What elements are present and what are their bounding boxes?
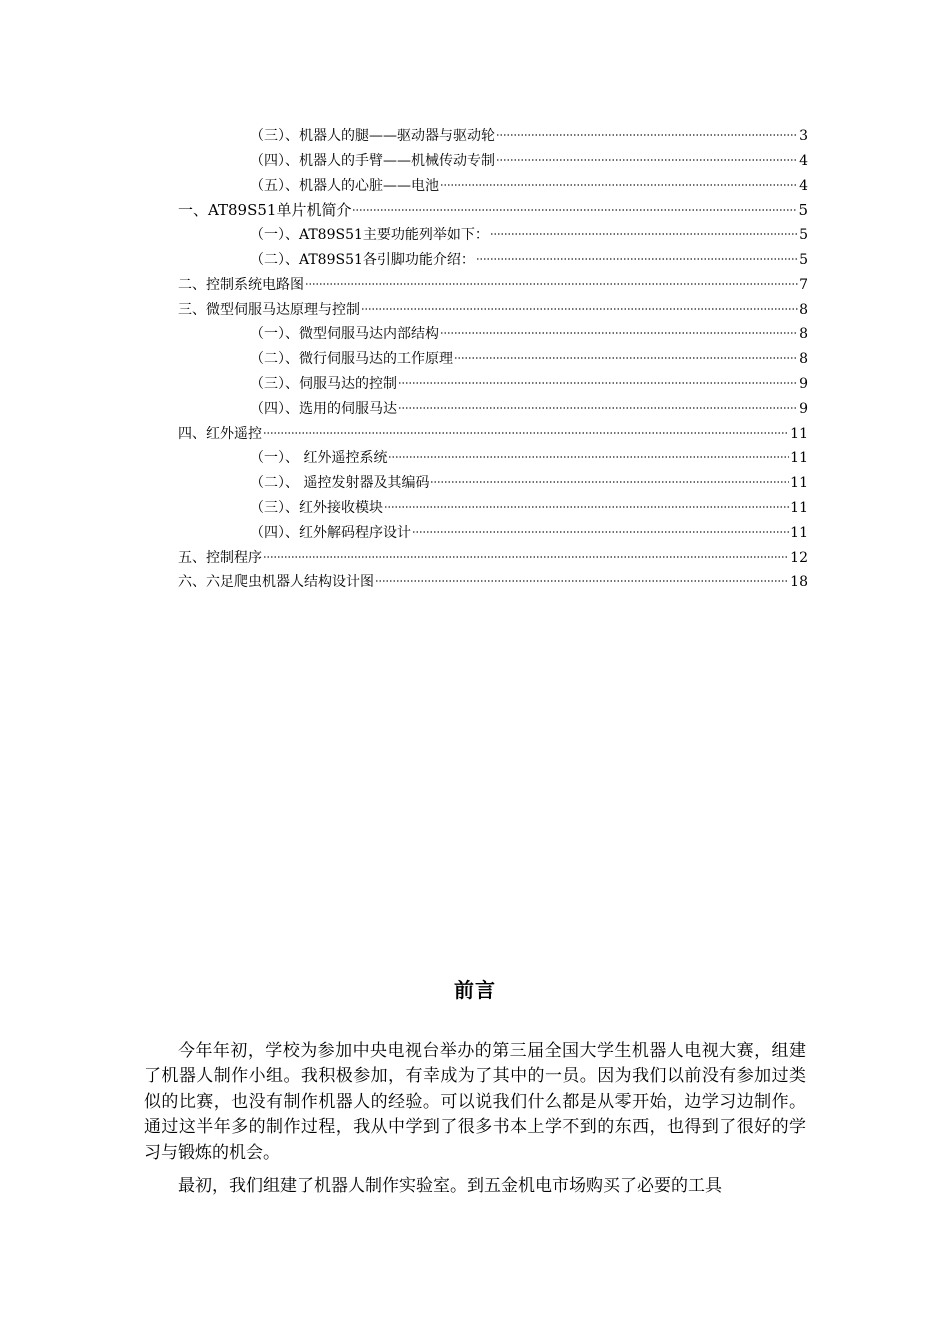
preface-title: 前言 — [454, 978, 496, 1002]
toc-entry-label: （一）、AT89S51主要功能列举如下： — [250, 227, 489, 244]
preface-paragraph-1: 今年年初，学校为参加中央电视台举办的第三届全国大学生机器人电视大赛，组建了机器人制作小组。我积极参加，有幸成为了其中的一员。因为我们以前没有参加过类似的比赛，也没有制作机器人的经验。可以说我们什么都是从零开始，边学习边制作。通过这半年多的制作过程，我从中学到了很多书本上学不到的东西，也得到了很好的学习与锻炼的机会。 — [144, 1041, 806, 1163]
toc-entry[interactable] — [178, 273, 808, 298]
toc-entry-page-number: 8 — [799, 351, 808, 368]
toc-entry-page-number: 12 — [790, 549, 808, 566]
toc-dot-leader — [454, 356, 798, 360]
toc-dot-leader — [388, 455, 789, 459]
toc-entry[interactable] — [178, 446, 808, 471]
toc-entry-page-number: 11 — [790, 475, 808, 492]
toc-dot-leader — [496, 133, 798, 137]
toc-entry-page-number: 9 — [799, 400, 808, 417]
toc-dot-leader — [263, 555, 789, 559]
toc-entry-page-number: 4 — [799, 177, 808, 194]
toc-entry[interactable] — [178, 174, 808, 199]
preface-paragraph-2: 最初，我们组建了机器人制作实验室。到五金机电市场购买了必要的工具 — [178, 1176, 722, 1197]
toc-entry[interactable] — [178, 124, 808, 149]
toc-entry-page-number: 11 — [790, 450, 808, 467]
toc-entry-label: （一）、微型伺服马达内部结构 — [250, 326, 439, 343]
toc-entry-label: （二）、 遥控发射器及其编码 — [250, 475, 430, 492]
toc-dot-leader — [263, 431, 789, 435]
toc-entry[interactable] — [178, 521, 808, 546]
toc-entry-label: （三）、机器人的腿——驱动器与驱动轮 — [250, 128, 495, 144]
toc-entry[interactable] — [178, 198, 808, 223]
toc-entry[interactable] — [178, 322, 808, 347]
table-of-contents — [178, 124, 808, 595]
toc-entry-page-number: 18 — [790, 574, 808, 591]
toc-entry[interactable] — [178, 347, 808, 372]
toc-dot-leader — [430, 480, 789, 484]
toc-entry-page-number: 8 — [799, 301, 808, 318]
toc-entry[interactable] — [178, 248, 808, 273]
toc-dot-leader — [361, 307, 798, 311]
toc-entry-label: 四、红外遥控 — [178, 425, 262, 442]
toc-entry-label: （二）、AT89S51各引脚功能介绍： — [250, 251, 475, 268]
toc-entry-page-number: 5 — [799, 251, 808, 268]
toc-entry-page-number: 5 — [798, 201, 808, 220]
toc-entry[interactable] — [178, 397, 808, 422]
toc-entry-page-number: 9 — [799, 375, 808, 392]
toc-entry[interactable] — [178, 546, 808, 571]
toc-dot-leader — [440, 331, 798, 335]
toc-entry-label: （三）、红外接收模块 — [250, 499, 383, 516]
toc-dot-leader — [398, 406, 798, 410]
toc-dot-leader — [375, 579, 789, 583]
toc-entry[interactable] — [178, 496, 808, 521]
toc-entry-label: （一）、 红外遥控系统 — [250, 450, 388, 467]
preface-body — [144, 1039, 806, 1207]
toc-entry[interactable] — [178, 471, 808, 496]
toc-entry-label: （四）、红外解码程序设计 — [250, 524, 411, 541]
toc-entry-label: 五、控制程序 — [178, 549, 262, 566]
toc-entry-label: （二）、微行伺服马达的工作原理 — [250, 351, 453, 368]
toc-dot-leader — [476, 257, 798, 261]
toc-entry-label: （四）、机器人的手臂——机械传动专制 — [250, 152, 495, 169]
toc-dot-leader — [398, 381, 798, 385]
toc-entry-label: 一、AT89S51单片机简介 — [178, 201, 352, 220]
toc-dot-leader — [440, 183, 798, 187]
toc-entry-page-number: 5 — [799, 227, 808, 244]
toc-dot-leader — [352, 208, 797, 212]
toc-entry-page-number: 11 — [790, 425, 808, 442]
toc-dot-leader — [412, 530, 789, 534]
toc-entry[interactable] — [178, 223, 808, 248]
toc-entry-page-number: 8 — [799, 326, 808, 343]
toc-entry[interactable] — [178, 570, 808, 595]
toc-dot-leader — [496, 158, 798, 162]
toc-entry-label: 二、控制系统电路图 — [178, 276, 304, 293]
toc-entry[interactable] — [178, 149, 808, 174]
toc-entry-page-number: 3 — [799, 128, 808, 144]
toc-entry-page-number: 7 — [799, 276, 808, 293]
toc-dot-leader — [490, 232, 798, 236]
toc-entry-label: （三）、伺服马达的控制 — [250, 375, 397, 392]
toc-entry-label: （四）、选用的伺服马达 — [250, 400, 397, 417]
toc-dot-leader — [384, 505, 789, 509]
toc-dot-leader — [305, 282, 798, 286]
toc-entry[interactable] — [178, 298, 808, 323]
toc-entry-label: （五）、机器人的心脏——电池 — [250, 177, 439, 194]
toc-entry[interactable] — [178, 422, 808, 447]
toc-entry-label: 六、六足爬虫机器人结构设计图 — [178, 574, 374, 591]
toc-entry[interactable] — [178, 372, 808, 397]
toc-entry-page-number: 11 — [790, 524, 808, 541]
toc-entry-label: 三、微型伺服马达原理与控制 — [178, 301, 360, 318]
toc-entry-page-number: 11 — [790, 499, 808, 516]
toc-entry-page-number: 4 — [799, 152, 808, 169]
